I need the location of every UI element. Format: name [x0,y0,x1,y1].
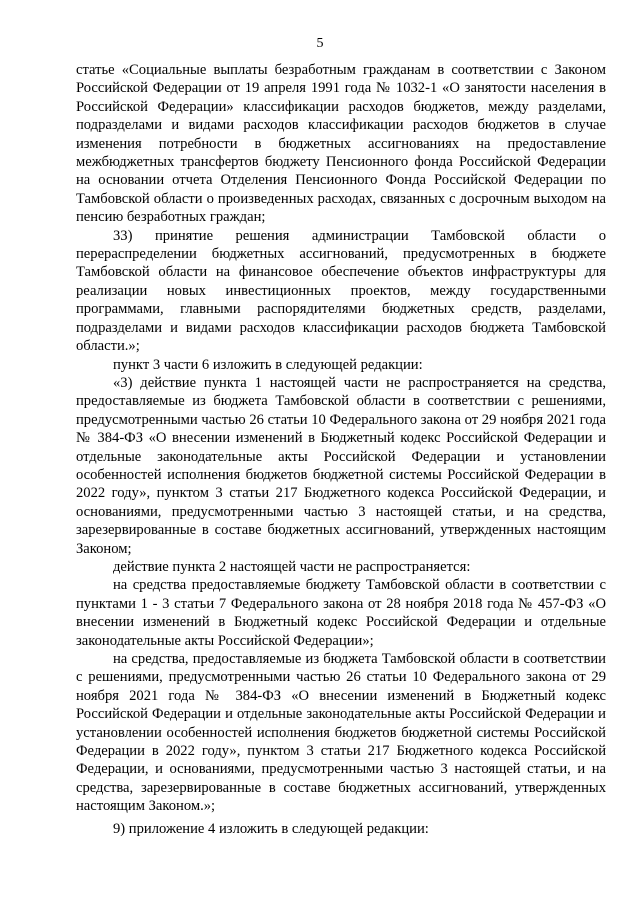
paragraph: на средства предоставляемые бюджету Тамбовской области в соответствии с пунктами 1 - 3 статьи 7 Федерального закона от 28 ноября 2018 года № 457-ФЗ «О внесении изменений в Бюджетный кодекс Российской Федерации и отдельные законодательные акты Российской Федерации»; [76,577,606,649]
page-number: 5 [316,36,324,51]
final-item: 9) приложение 4 изложить в следующей редакции: [113,821,429,837]
paragraph: статье «Социальные выплаты безработным гражданам в соответствии с Законом Российской Федерации от 19 апреля 1991 года № 1032-1 «О занятости населения в Российской Федерации» классификации расходов бюджетов, между разделами, подразделами и видами расходов классификации расходов бюджетов в случае изменения потребности в бюджетных ассигнованиях на предоставление межбюджетных трансфертов бюджету Пенсионного фонда Российской Федерации на основании отчета Отделения Пенсионного Фонда Российской Федерации по Тамбовской области о произведенных расходах, связанных с досрочным выходом на пенсию безработных граждан; [76,62,606,226]
paragraph: 33) принятие решения администрации Тамбовской области о перераспределении бюджетных ассигнований, предусмотренных в бюджете Тамбовской области на финансовое обеспечение объектов инфраструктуры для реализации новых инвестиционных проектов, между государственными программами, главными распорядителями бюджетных средств, разделами, подразделами и видами расходов классификации расходов бюджета Тамбовской области.»; [76,227,606,355]
paragraph: «3) действие пункта 1 настоящей части не распространяется на средства, предоставляемые из бюджета Тамбовской области в соответствии с решениями, предусмотренными частью 26 статьи 10 Федерального закона от 29 ноября 2021 года № 384-ФЗ «О внесении изменений в Бюджетный кодекс Российской Федерации и отдельные законодательные акты Российской Федерации и установлении особенностей исполнения бюджетов бюджетной системы Российской Федерации в 2022 году», пунктом 3 статьи 217 Бюджетного кодекса Российской Федерации, и основаниями, предусмотренными частью 3 настоящей статьи, и на средства, зарезервированные в составе бюджетных ассигнований, утвержденных настоящим Законом; [76,374,606,557]
document-body [76,61,606,816]
paragraph: действие пункта 2 настоящей части не распространяется: [113,558,471,575]
paragraph: пункт 3 части 6 изложить в следующей редакции: [113,356,423,373]
paragraph: на средства, предоставляемые из бюджета Тамбовской области в соответствии с решениями, предусмотренными частью 26 статьи 10 Федерального закона от 29 ноября 2021 года № 384-ФЗ «О внесении изменений в Бюджетный кодекс Российской Федерации и отдельные законодательные акты Российской Федерации и установлении особенностей исполнения бюджетов бюджетной системы Российской Федерации в 2022 году», пунктом 3 статьи 217 Бюджетного кодекса Российской Федерации, и основаниями, предусмотренными частью 3 настоящей статьи, и на средства, зарезервированные в составе бюджетных ассигнований, утвержденных настоящим Законом.»; [76,651,606,815]
